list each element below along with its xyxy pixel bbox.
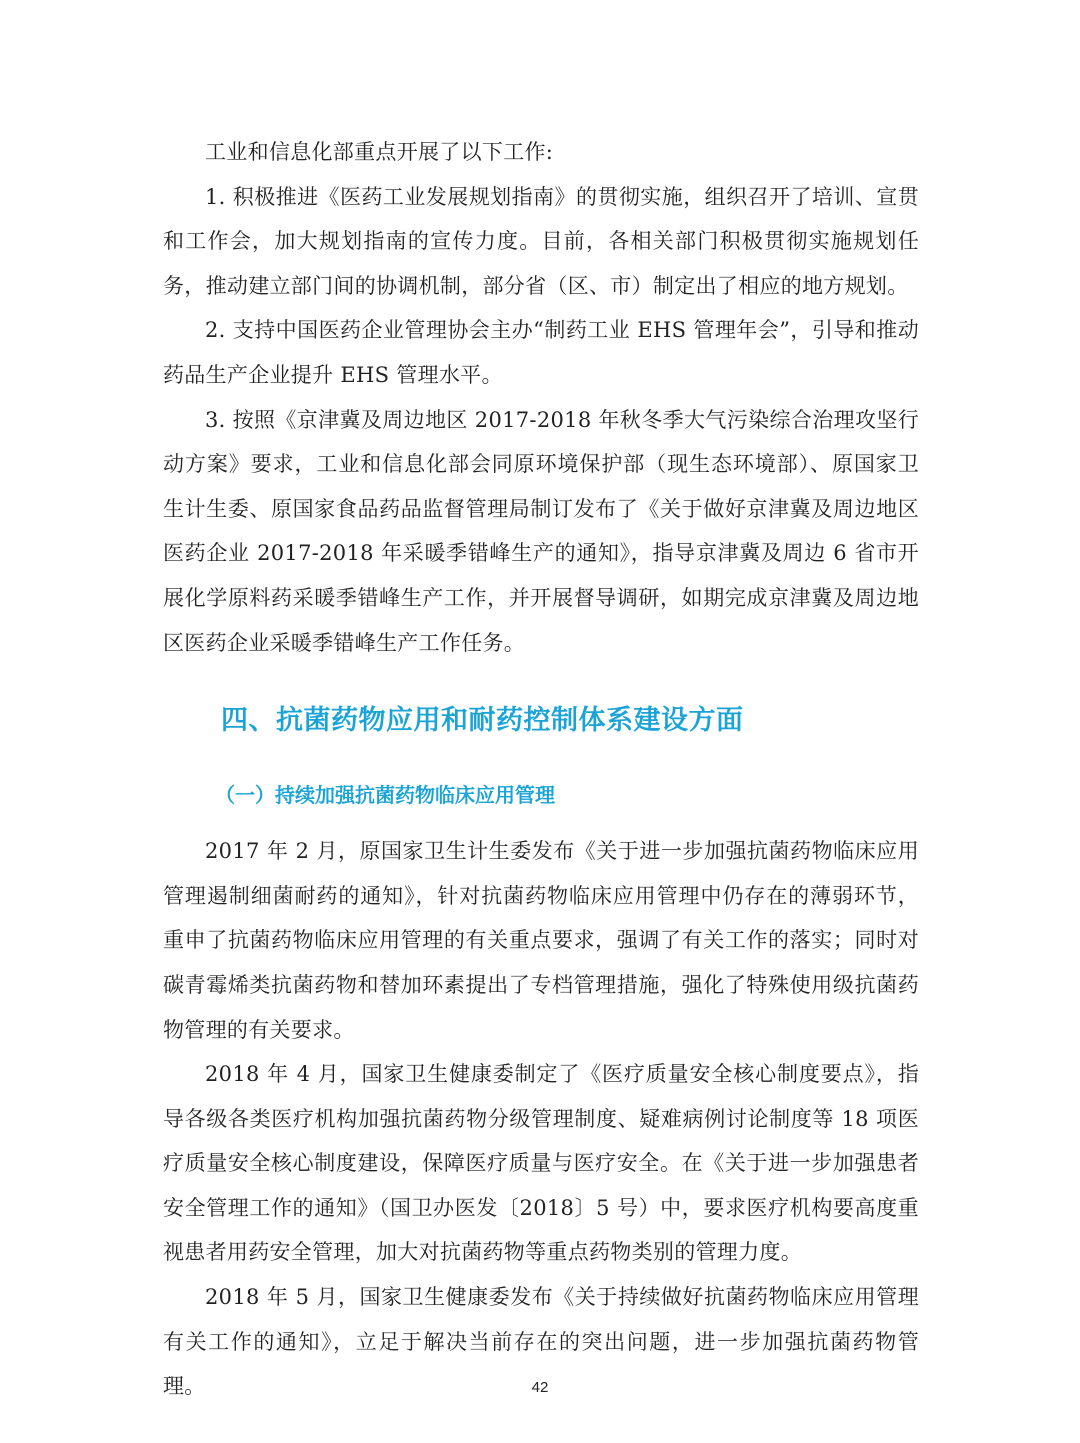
paragraph: 2017 年 2 月，原国家卫生计生委发布《关于进一步加强抗菌药物临床应用管理遏制细菌耐药的通知》，针对抗菌药物临床应用管理中仍存在的薄弱环节，重申了抗菌药物临床应用管理的有关重点要求，强调了有关工作的落实；同时对碳青霉烯类抗菌药物和替加环素提出了专档管理措施，强化了特殊使用级抗菌药物管理的有关要求。: [163, 839, 919, 1042]
paragraph: 3. 按照《京津冀及周边地区 2017-2018 年秋冬季大气污染综合治理攻坚行动方案》要求，工业和信息化部会同原环境保护部（现生态环境部）、原国家卫生计生委、原国家食品药品监督管理局制订发布了《关于做好京津冀及周边地区医药企业 2017-2018 年采暖季错峰生产的通知》，指导京津冀及周边 6 省市开展化学原料药采暖季错峰生产工作，并开展督导调研，如期完成京津冀及周边地区医药企业采暖季错峰生产工作任务。: [163, 407, 919, 655]
page-number: 42: [531, 1379, 549, 1396]
subsection-heading: （一）持续加强抗菌药物临床应用管理: [215, 783, 555, 808]
paragraph: 2018 年 4 月，国家卫生健康委制定了《医疗质量安全核心制度要点》，指导各级各类医疗机构加强抗菌药物分级管理制度、疑难病例讨论制度等 18 项医疗质量安全核心制度建设，保障医疗质量与医疗安全。在《关于进一步加强患者安全管理工作的通知》（国卫办医发〔2018〕5 号）中，要求医疗机构要高度重视患者用药安全管理，加大对抗菌药物等重点药物类别的管理力度。: [163, 1062, 919, 1265]
paragraph: 2. 支持中国医药企业管理协会主办“制药工业 EHS 管理年会”，引导和推动药品生产企业提升 EHS 管理水平。: [163, 318, 919, 387]
paragraph: 2018 年 5 月，国家卫生健康委发布《关于持续做好抗菌药物临床应用管理有关工作的通知》，立足于解决当前存在的突出问题，进一步加强抗菌药物管理。: [163, 1285, 919, 1399]
page-content: [163, 130, 919, 1409]
section-heading: 四、抗菌药物应用和耐药控制体系建设方面: [221, 705, 744, 737]
paragraph: 工业和信息化部重点开展了以下工作:: [205, 140, 554, 164]
paragraph: 1. 积极推进《医药工业发展规划指南》的贯彻实施，组织召开了培训、宣贯和工作会，加大规划指南的宣传力度。目前，各相关部门积极贯彻实施规划任务，推动建立部门间的协调机制，部分省（区、市）制定出了相应的地方规划。: [163, 184, 919, 298]
